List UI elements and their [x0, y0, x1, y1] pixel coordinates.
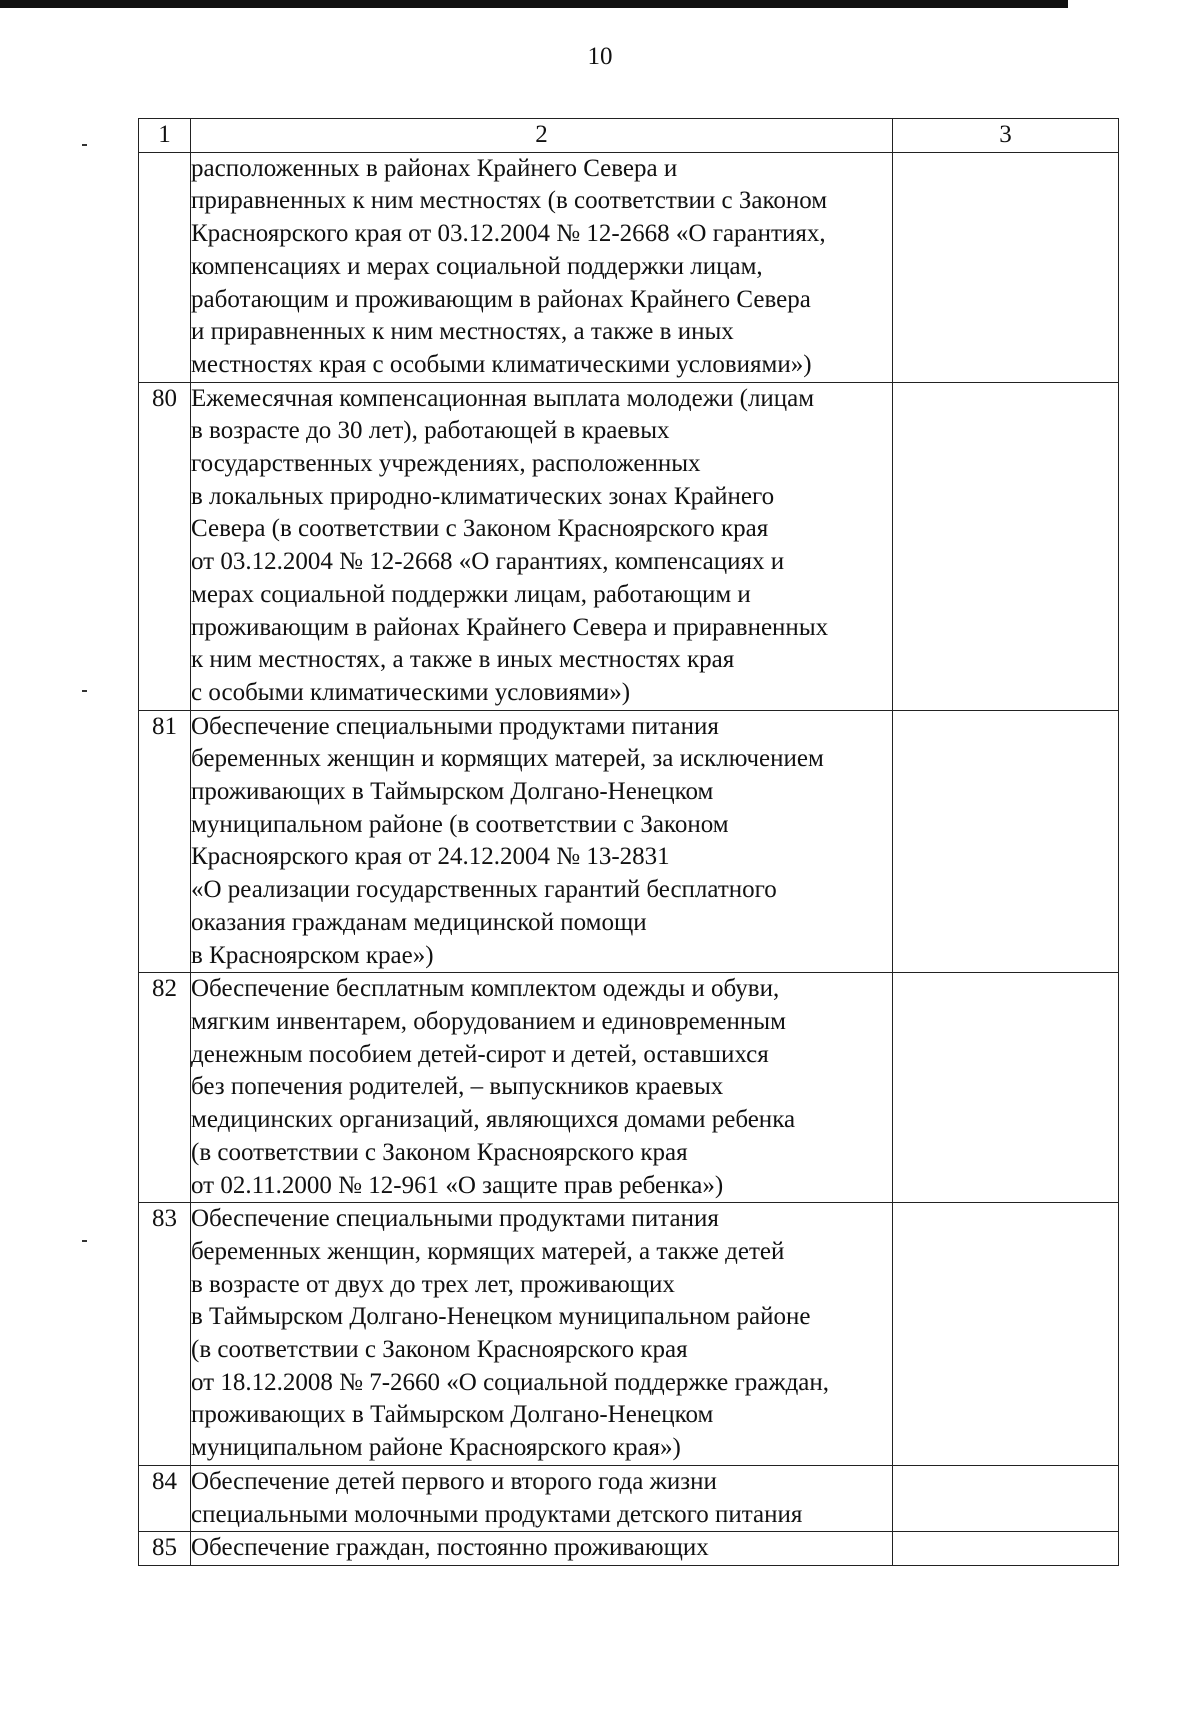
row-column-3	[893, 1203, 1119, 1466]
description-line: Обеспечение специальными продуктами питания	[191, 1205, 719, 1233]
description-line: денежным пособием детей-сирот и детей, оставшихся	[191, 1040, 769, 1068]
description-line: местностях края с особыми климатическими условиями»)	[191, 350, 812, 378]
row-description	[191, 152, 893, 382]
column-header-1: 1	[139, 119, 191, 153]
description-line: в Красноярском крае»)	[191, 941, 434, 969]
row-number	[139, 152, 191, 382]
description-line: без попечения родителей, – выпускников краевых	[191, 1073, 724, 1101]
description-line: муниципальном районе Красноярского края»)	[191, 1434, 681, 1462]
page-number: 10	[587, 43, 613, 70]
column-header-2: 2	[191, 119, 893, 153]
table-row	[139, 382, 1119, 710]
table-body	[139, 152, 1119, 1565]
description-line: государственных учреждениях, расположенных	[191, 450, 701, 478]
scan-top-border	[0, 0, 1068, 8]
row-description	[191, 710, 893, 973]
table-row	[139, 1465, 1119, 1531]
description-line: (в соответствии с Законом Красноярского края	[191, 1336, 688, 1364]
description-line: медицинских организаций, являющихся домами ребенка	[191, 1106, 796, 1134]
row-number: 83	[139, 1203, 191, 1466]
row-description	[191, 1532, 893, 1566]
margin-mark	[82, 690, 87, 692]
description-line: работающим и проживающим в районах Крайнего Севера	[191, 285, 811, 313]
description-line: Ежемесячная компенсационная выплата молодежи (лицам	[191, 384, 815, 412]
row-column-3	[893, 382, 1119, 710]
row-description	[191, 973, 893, 1203]
description-line: специальными молочными продуктами детского питания	[191, 1500, 803, 1528]
description-line: беременных женщин и кормящих матерей, за исключением	[191, 745, 824, 773]
description-line: от 02.11.2000 № 12-961 «О защите прав ребенка»)	[191, 1171, 724, 1199]
table-row	[139, 1203, 1119, 1466]
row-description	[191, 1203, 893, 1466]
row-number: 84	[139, 1465, 191, 1531]
description-line: муниципальном районе (в соответствии с Законом	[191, 810, 729, 838]
description-line: проживающих в Таймырском Долгано-Ненецком	[191, 778, 714, 806]
row-column-3	[893, 1532, 1119, 1566]
description-line: от 18.12.2008 № 7-2660 «О социальной поддержке граждан,	[191, 1368, 830, 1396]
description-line: в возрасте от двух до трех лет, проживающих	[191, 1270, 675, 1298]
description-line: (в соответствии с Законом Красноярского края	[191, 1138, 688, 1166]
table-row	[139, 1532, 1119, 1566]
description-line: «О реализации государственных гарантий бесплатного	[191, 876, 777, 904]
description-line: проживающим в районах Крайнего Севера и приравненных	[191, 613, 829, 641]
benefits-table	[138, 118, 1119, 1566]
description-line: Обеспечение детей первого и второго года жизни	[191, 1467, 717, 1495]
description-line: от 03.12.2004 № 12-2668 «О гарантиях, компенсациях и	[191, 548, 785, 576]
margin-mark	[82, 1240, 87, 1242]
row-column-3	[893, 1465, 1119, 1531]
description-line: приравненных к ним местностях (в соответствии с Законом	[191, 187, 828, 215]
row-column-3	[893, 152, 1119, 382]
description-line: Красноярского края от 24.12.2004 № 13-2831	[191, 843, 670, 871]
description-line: Севера (в соответствии с Законом Красноярского края	[191, 515, 769, 543]
row-description	[191, 1465, 893, 1531]
description-line: мягким инвентарем, оборудованием и единовременным	[191, 1007, 786, 1035]
row-column-3	[893, 973, 1119, 1203]
description-line: в возрасте до 30 лет), работающей в краевых	[191, 417, 670, 445]
description-line: к ним местностях, а также в иных местностях края	[191, 646, 735, 674]
description-line: Обеспечение специальными продуктами питания	[191, 712, 719, 740]
description-line: расположенных в районах Крайнего Севера и	[191, 154, 678, 182]
description-line: с особыми климатическими условиями»)	[191, 678, 631, 706]
description-line: компенсациях и мерах социальной поддержки лицам,	[191, 252, 763, 280]
description-line: в локальных природно-климатических зонах Крайнего	[191, 482, 775, 510]
description-line: беременных женщин, кормящих матерей, а также детей	[191, 1237, 785, 1265]
table-row	[139, 152, 1119, 382]
table-row	[139, 710, 1119, 973]
description-line: и приравненных к ним местностях, а также в иных	[191, 318, 734, 346]
description-line: Обеспечение граждан, постоянно проживающих	[191, 1534, 709, 1562]
margin-mark	[82, 144, 87, 146]
row-number: 85	[139, 1532, 191, 1566]
description-line: проживающих в Таймырском Долгано-Ненецком	[191, 1401, 714, 1429]
description-line: мерах социальной поддержки лицам, работающим и	[191, 580, 751, 608]
description-line: Красноярского края от 03.12.2004 № 12-2668 «О гарантиях,	[191, 220, 826, 248]
column-header-3: 3	[893, 119, 1119, 153]
table-row	[139, 973, 1119, 1203]
row-number: 81	[139, 710, 191, 973]
row-description	[191, 382, 893, 710]
row-number: 80	[139, 382, 191, 710]
table-header-row	[139, 119, 1119, 153]
description-line: оказания гражданам медицинской помощи	[191, 908, 647, 936]
row-number: 82	[139, 973, 191, 1203]
description-line: в Таймырском Долгано-Ненецком муниципальном районе	[191, 1303, 811, 1331]
row-column-3	[893, 710, 1119, 973]
description-line: Обеспечение бесплатным комплектом одежды и обуви,	[191, 975, 780, 1003]
